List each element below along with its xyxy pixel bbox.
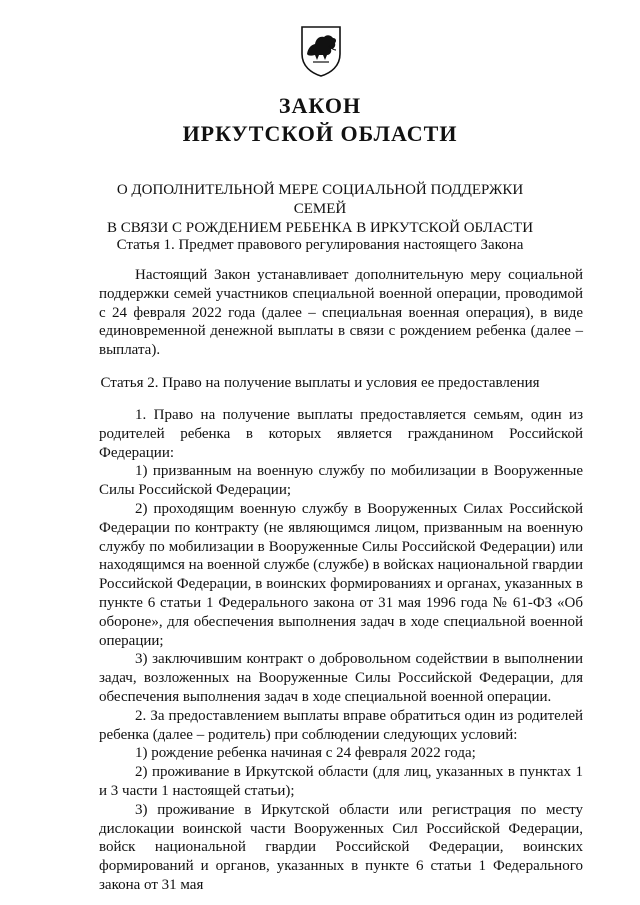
article-2-paragraph: 2. За предоставлением выплаты вправе обратиться один из родителей ребенка (далее – родитель) при соблюдении следующих условий: [99, 707, 583, 743]
law-title: ЗАКОН [278, 93, 362, 118]
article-2-body [99, 406, 583, 895]
coat-of-arms-icon [299, 24, 343, 78]
law-region-title: ИРКУТСКОЙ ОБЛАСТИ [182, 121, 458, 146]
law-subject [100, 181, 540, 238]
law-subject-line-2: В СВЯЗИ С РОЖДЕНИЕМ РЕБЕНКА В ИРКУТСКОЙ ОБЛАСТИ [106, 220, 534, 236]
article-2-paragraph: 2) проживание в Иркутской области (для лиц, указанных в пунктах 1 и 3 части 1 настоящей статьи); [99, 764, 583, 799]
article-2-paragraph: 3) заключившим контракт о добровольном содействии в выполнении задач, возложенных на Вооруженные Силы Российской Федерации, для обеспечения выполнения задач в ходе специальной военной операции. [99, 651, 583, 705]
article-2-paragraph: 1) рождение ребенка начиная с 24 февраля 2022 года; [135, 745, 476, 762]
article-2-title: Статья 2. Право на получение выплаты и условия ее предоставления [100, 375, 540, 391]
article-1-title: Статья 1. Предмет правового регулирования настоящего Закона [116, 237, 524, 253]
article-2-paragraph: 1. Право на получение выплаты предоставляется семьям, один из родителей ребенка в которых является гражданином Российской Федерации: [99, 407, 583, 461]
article-1-body [99, 266, 583, 360]
article-2-paragraph: 3) проживание в Иркутской области или регистрация по месту дислокации воинской части Вооруженных Сил Российской Федерации, войск национальной гвардии Российской Федерации, воинских формирований и органов, указанных в пункте 6 статьи 1 Федерального закона от 31 мая [99, 801, 583, 893]
article-1-paragraph: Настоящий Закон устанавливает дополнительную меру социальной поддержки семей участников специальной военной операции, проводимой с 24 февраля 2022 года (далее – специальная военная операция), в виде единовременной денежной выплаты в связи с рождением ребенка (далее – выплата). [99, 267, 583, 359]
article-2-paragraph: 1) призванным на военную службу по мобилизации в Вооруженные Силы Российской Федерации; [99, 463, 583, 499]
article-2-paragraph: 2) проходящим военную службу в Вооруженных Силах Российской Федерации по контракту (не являющимся лицом, призванным на военную службу по мобилизации в Вооруженные Силы Российской Федерации) или находящимся на военной службе (службе) в войсках национальной гвардии Российской Федерации, в воинских формированиях и органах, указанных в пункте 6 статьи 1 Федерального закона от 31 мая 1996 года № 61-ФЗ «Об обороне», для обеспечения выполнения задач в ходе специальной военной операции; [99, 500, 583, 649]
law-subject-line-1: О ДОПОЛНИТЕЛЬНОЙ МЕРЕ СОЦИАЛЬНОЙ ПОДДЕРЖКИ СЕМЕЙ [116, 182, 524, 217]
